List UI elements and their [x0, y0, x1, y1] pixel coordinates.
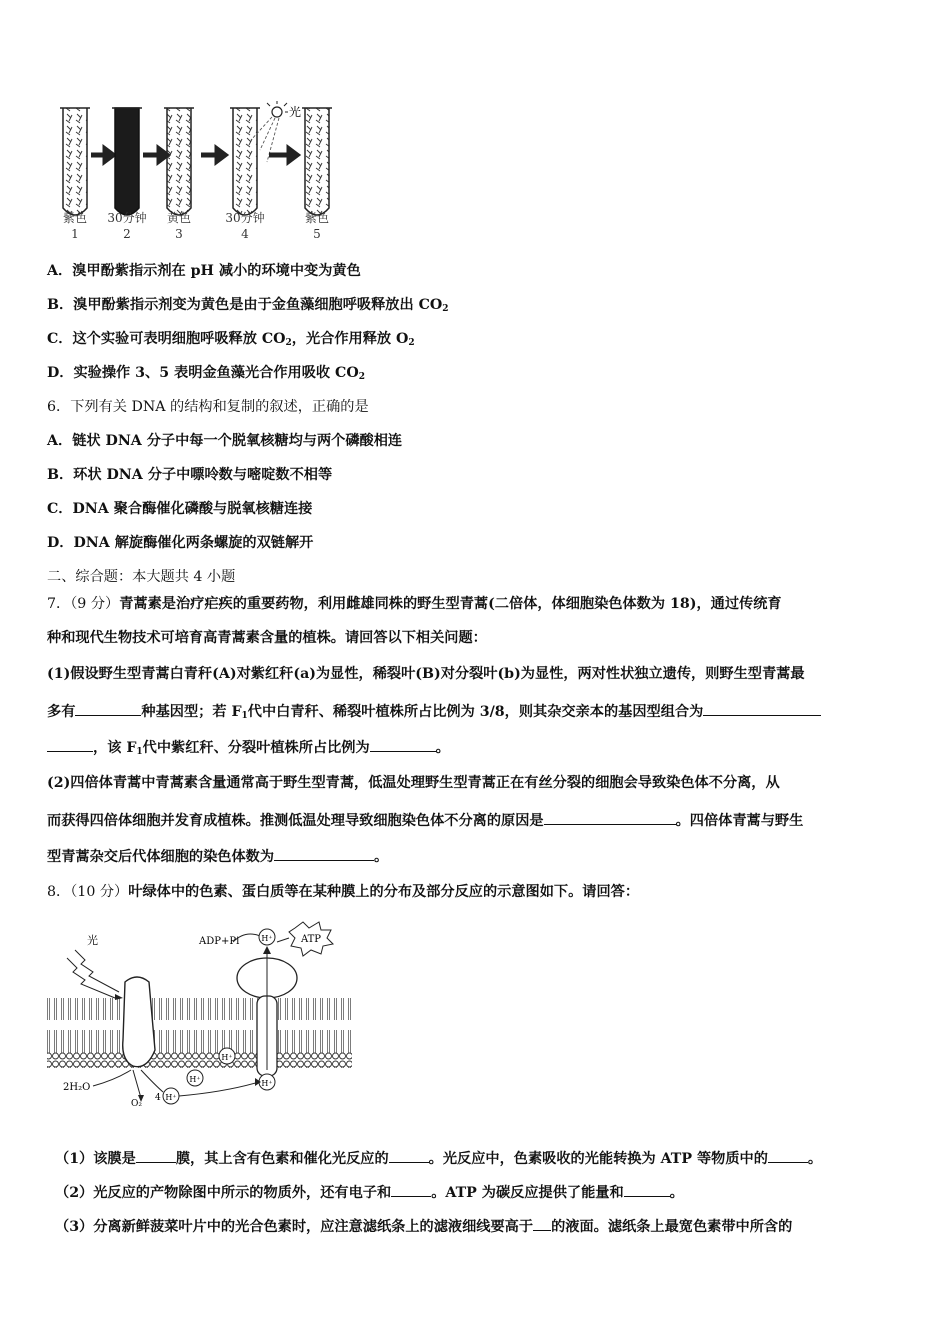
q6-stem: 6．下列有关 DNA 的结构和复制的叙述，正确的是	[47, 399, 369, 415]
q7-line-5: ，该 $F_1$代中紫红秆、分裂叶植株所占比例为 。	[47, 737, 450, 762]
light-label: 光	[289, 105, 302, 119]
answer-blank[interactable]	[533, 1216, 551, 1231]
thylakoid-membrane-figure	[45, 920, 365, 1110]
tube-num-2: 2	[123, 227, 131, 241]
tube-num-4: 4	[241, 227, 249, 241]
answer-blank[interactable]	[391, 1182, 431, 1197]
arrow-2	[143, 149, 167, 161]
photosystem-protein	[123, 977, 155, 1067]
q6-option-c: C．DNA 聚合酶催化磷酸与脱氧核糖连接	[47, 501, 313, 517]
q6-option-b: B．环状 DNA 分子中嘌呤数与嘧啶数不相等	[47, 467, 333, 483]
tube-num-1: 1	[71, 227, 79, 241]
q8-sub-3: （3）分离新鲜菠菜叶片中的光合色素时，应注意滤纸条上的滤液细线要高于 的液面。滤纸条上最宽色素带中所含的	[55, 1216, 792, 1237]
atp-label: ATP	[300, 934, 322, 945]
tube-4	[230, 108, 260, 215]
answer-blank[interactable]	[370, 737, 436, 752]
light-label: 光	[87, 934, 98, 947]
q7-line-3: (1)假设野生型青蒿白青秆(A)对紫红秆(a)为显性，稀裂叶(B)对分裂叶(b)为显性，两对性状独立遗传，则野生型青蒿最	[47, 666, 805, 682]
q7-line-8: 型青蒿杂交后代体细胞的染色体数为 。	[47, 846, 388, 867]
tube-label-5: 紫色	[304, 211, 330, 225]
four-label: 4	[155, 1093, 161, 1103]
q6-option-a: A．链状 DNA 分子中每一个脱氧核糖均与两个磷酸相连	[47, 433, 403, 449]
q7-line-1: 7．（9 分）青蒿素是治疗疟疾的重要药物，利用雌雄同株的野生型青蒿(二倍体，体细胞染色体数为 18)，通过传统育	[47, 596, 782, 612]
arrow-4	[269, 149, 297, 161]
tube-num-3: 3	[175, 227, 183, 241]
light-arrow-icon	[67, 950, 123, 1000]
q7-line-2: 种和现代生物技术可培育高青蒿素含量的植株。请回答以下相关问题：	[47, 630, 487, 646]
test-tube-figure	[55, 100, 355, 250]
answer-blank[interactable]	[274, 846, 374, 861]
h-ion: H⁺	[189, 1075, 201, 1084]
q8-sub-1: （1）该膜是 膜，其上含有色素和催化光反应的 。光反应中，色素吸收的光能转换为 ATP 等物质中的 。	[55, 1148, 822, 1169]
tube-3	[164, 108, 194, 215]
h-ion: H⁺	[221, 1053, 233, 1062]
answer-blank[interactable]	[75, 701, 141, 716]
q7-line-4: 多有 种基因型；若 $F_1$代中白青秆、稀裂叶植株所占比例为 3/8，则其杂交亲本的基因型组合为	[47, 701, 821, 726]
tube-label-4: 30分钟	[225, 211, 265, 225]
answer-blank[interactable]	[624, 1182, 670, 1197]
water-label: 2H₂O	[63, 1082, 91, 1093]
q5-option-a: A．溴甲酚紫指示剂在 pH 减小的环境中变为黄色	[47, 263, 361, 279]
answer-blank[interactable]	[389, 1148, 429, 1163]
tube-label-1: 紫色	[62, 211, 88, 225]
answer-blank[interactable]	[47, 737, 93, 752]
h-ion-top: H⁺	[261, 934, 273, 943]
tube-2	[112, 108, 142, 215]
tube-1	[60, 108, 90, 215]
arrow-3	[201, 149, 225, 161]
adp-pi-label: ADP+Pi	[199, 936, 240, 947]
answer-blank[interactable]	[703, 701, 821, 716]
answer-blank[interactable]	[136, 1148, 176, 1163]
q7-line-7: 而获得四倍体细胞并发育成植株。推测低温处理导致细胞染色体不分离的原因是 。四倍体青蒿与野生	[47, 810, 803, 831]
q7-line-6: (2)四倍体青蒿中青蒿素含量通常高于野生型青蒿，低温处理野生型青蒿正在有丝分裂的细胞会导致染色体不分离，从	[47, 775, 780, 791]
q5-option-b: B．溴甲酚紫指示剂变为黄色是由于金鱼藻细胞呼吸释放出 $CO_2$	[47, 297, 449, 314]
o2-label: O₂	[131, 1099, 142, 1109]
answer-blank[interactable]	[544, 810, 676, 825]
h-ion: H⁺	[165, 1093, 177, 1102]
answer-blank[interactable]	[768, 1148, 808, 1163]
tube-5	[302, 108, 332, 215]
q6-option-d: D．DNA 解旋酶催化两条螺旋的双链解开	[47, 535, 314, 551]
h-ion: H⁺	[261, 1079, 273, 1088]
q8-stem: 8．（10 分）叶绿体中的色素、蛋白质等在某种膜上的分布及部分反应的示意图如下。请回答：	[47, 884, 640, 900]
section-heading: 二、综合题：本大题共 4 小题	[47, 569, 236, 585]
q5-option-c: C．这个实验可表明细胞呼吸释放 $CO_2$，光合作用释放 $O_2$	[47, 331, 415, 348]
tube-label-3: 黄色	[166, 211, 192, 225]
arrow-1	[91, 149, 113, 161]
q5-option-d: D．实验操作 3、5 表明金鱼藻光合作用吸收 $CO_2$	[47, 365, 365, 382]
tube-num-5: 5	[313, 227, 321, 241]
q8-sub-2: （2）光反应的产物除图中所示的物质外，还有电子和 。ATP 为碳反应提供了能量和 。	[55, 1182, 684, 1203]
tube-label-2: 30分钟	[107, 211, 147, 225]
